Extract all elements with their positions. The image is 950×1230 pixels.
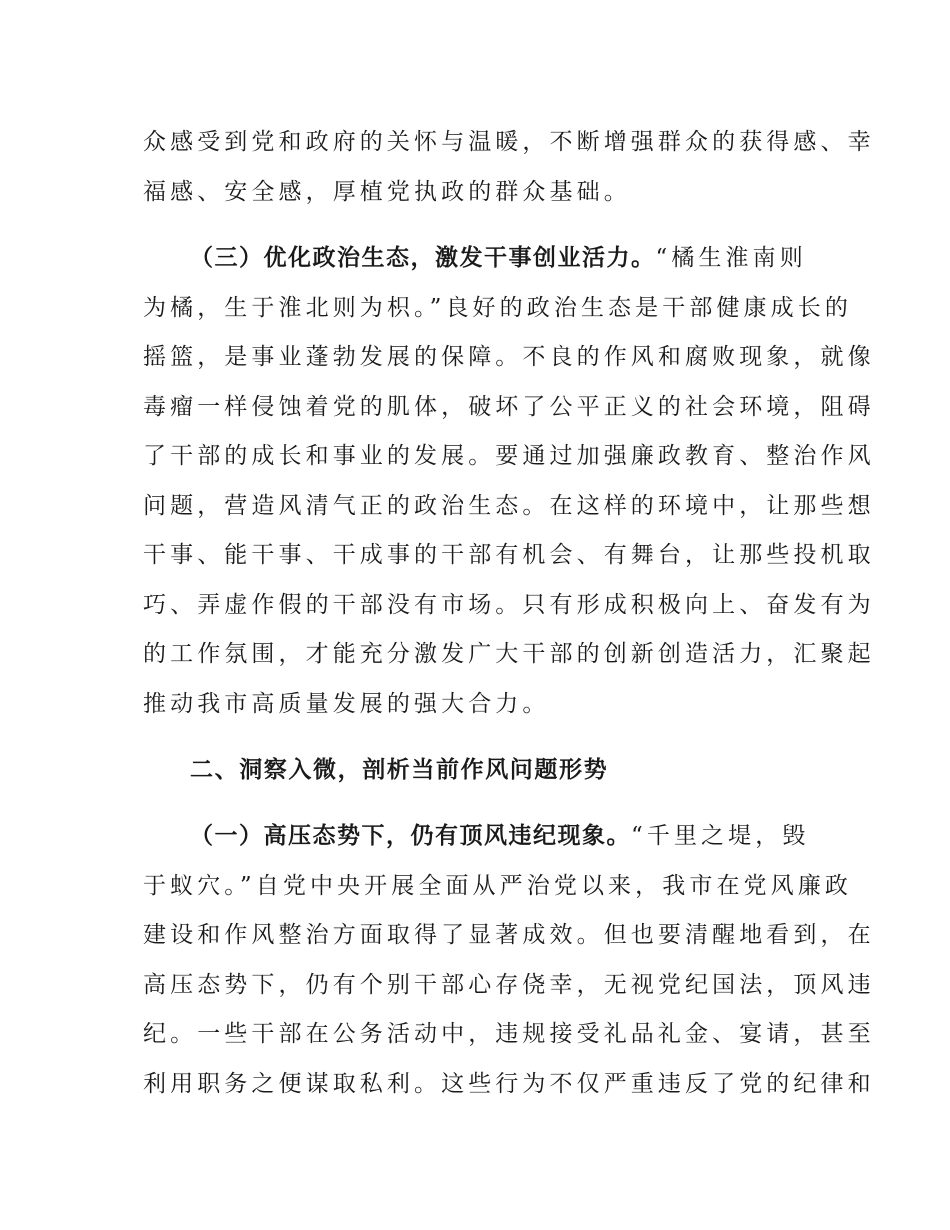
section-1-first-line: [190, 821, 811, 851]
paragraph-line: 利用职务之便谋取私利。这些行为不仅严重违反了党的纪律和: [143, 1071, 875, 1097]
paragraph-line: 了干部的成长和事业的发展。要通过加强廉政教育、整治作风: [143, 443, 875, 469]
paragraph-line: 的工作氛围，才能充分激发广大干部的创新创造活力，汇聚起: [143, 641, 875, 667]
paragraph-line: 毒瘤一样侵蚀着党的肌体，破坏了公平正义的社会环境，阻碍: [143, 394, 875, 420]
part-2-heading: 二、洞察入微，剖析当前作风问题形势: [190, 757, 609, 783]
paragraph-line: 为橘，生于淮北则为枳。”良好的政治生态是干部健康成长的: [143, 295, 852, 321]
paragraph-line: 众感受到党和政府的关怀与温暖，不断增强群众的获得感、幸: [143, 129, 875, 155]
section-3-first-line: [190, 243, 811, 273]
paragraph-line: 纪。一些干部在公务活动中，违规接受礼品礼金、宴请，甚至: [143, 1021, 875, 1047]
paragraph-line: 于蚁穴。”自党中央开展全面从严治党以来，我市在党风廉政: [143, 873, 852, 899]
section-1-heading: （一）高压态势下，仍有顶风违纪现象。: [190, 823, 631, 849]
section-3-quote-start: “橘生淮南则: [655, 245, 807, 271]
paragraph-line: 干事、能干事、干成事的干部有机会、有舞台，让那些投机取: [143, 542, 875, 568]
section-1-quote-start: “千里之堤，毁: [631, 823, 810, 849]
paragraph-line: 福感、安全感，厚植党执政的群众基础。: [143, 179, 631, 205]
section-3-heading: （三）优化政治生态，激发干事创业活力。: [190, 245, 656, 271]
paragraph-line: 建设和作风整治方面取得了显著成效。但也要清醒地看到，在: [143, 922, 875, 948]
paragraph-line: 推动我市高质量发展的强大合力。: [143, 691, 550, 717]
paragraph-line: 摇篮，是事业蓬勃发展的保障。不良的作风和腐败现象，就像: [143, 344, 875, 370]
paragraph-line: 高压态势下，仍有个别干部心存侥幸，无视党纪国法，顶风违: [143, 972, 875, 998]
paragraph-line: 巧、弄虚作假的干部没有市场。只有形成积极向上、奋发有为: [143, 592, 875, 618]
paragraph-line: 问题，营造风清气正的政治生态。在这样的环境中，让那些想: [143, 493, 875, 519]
